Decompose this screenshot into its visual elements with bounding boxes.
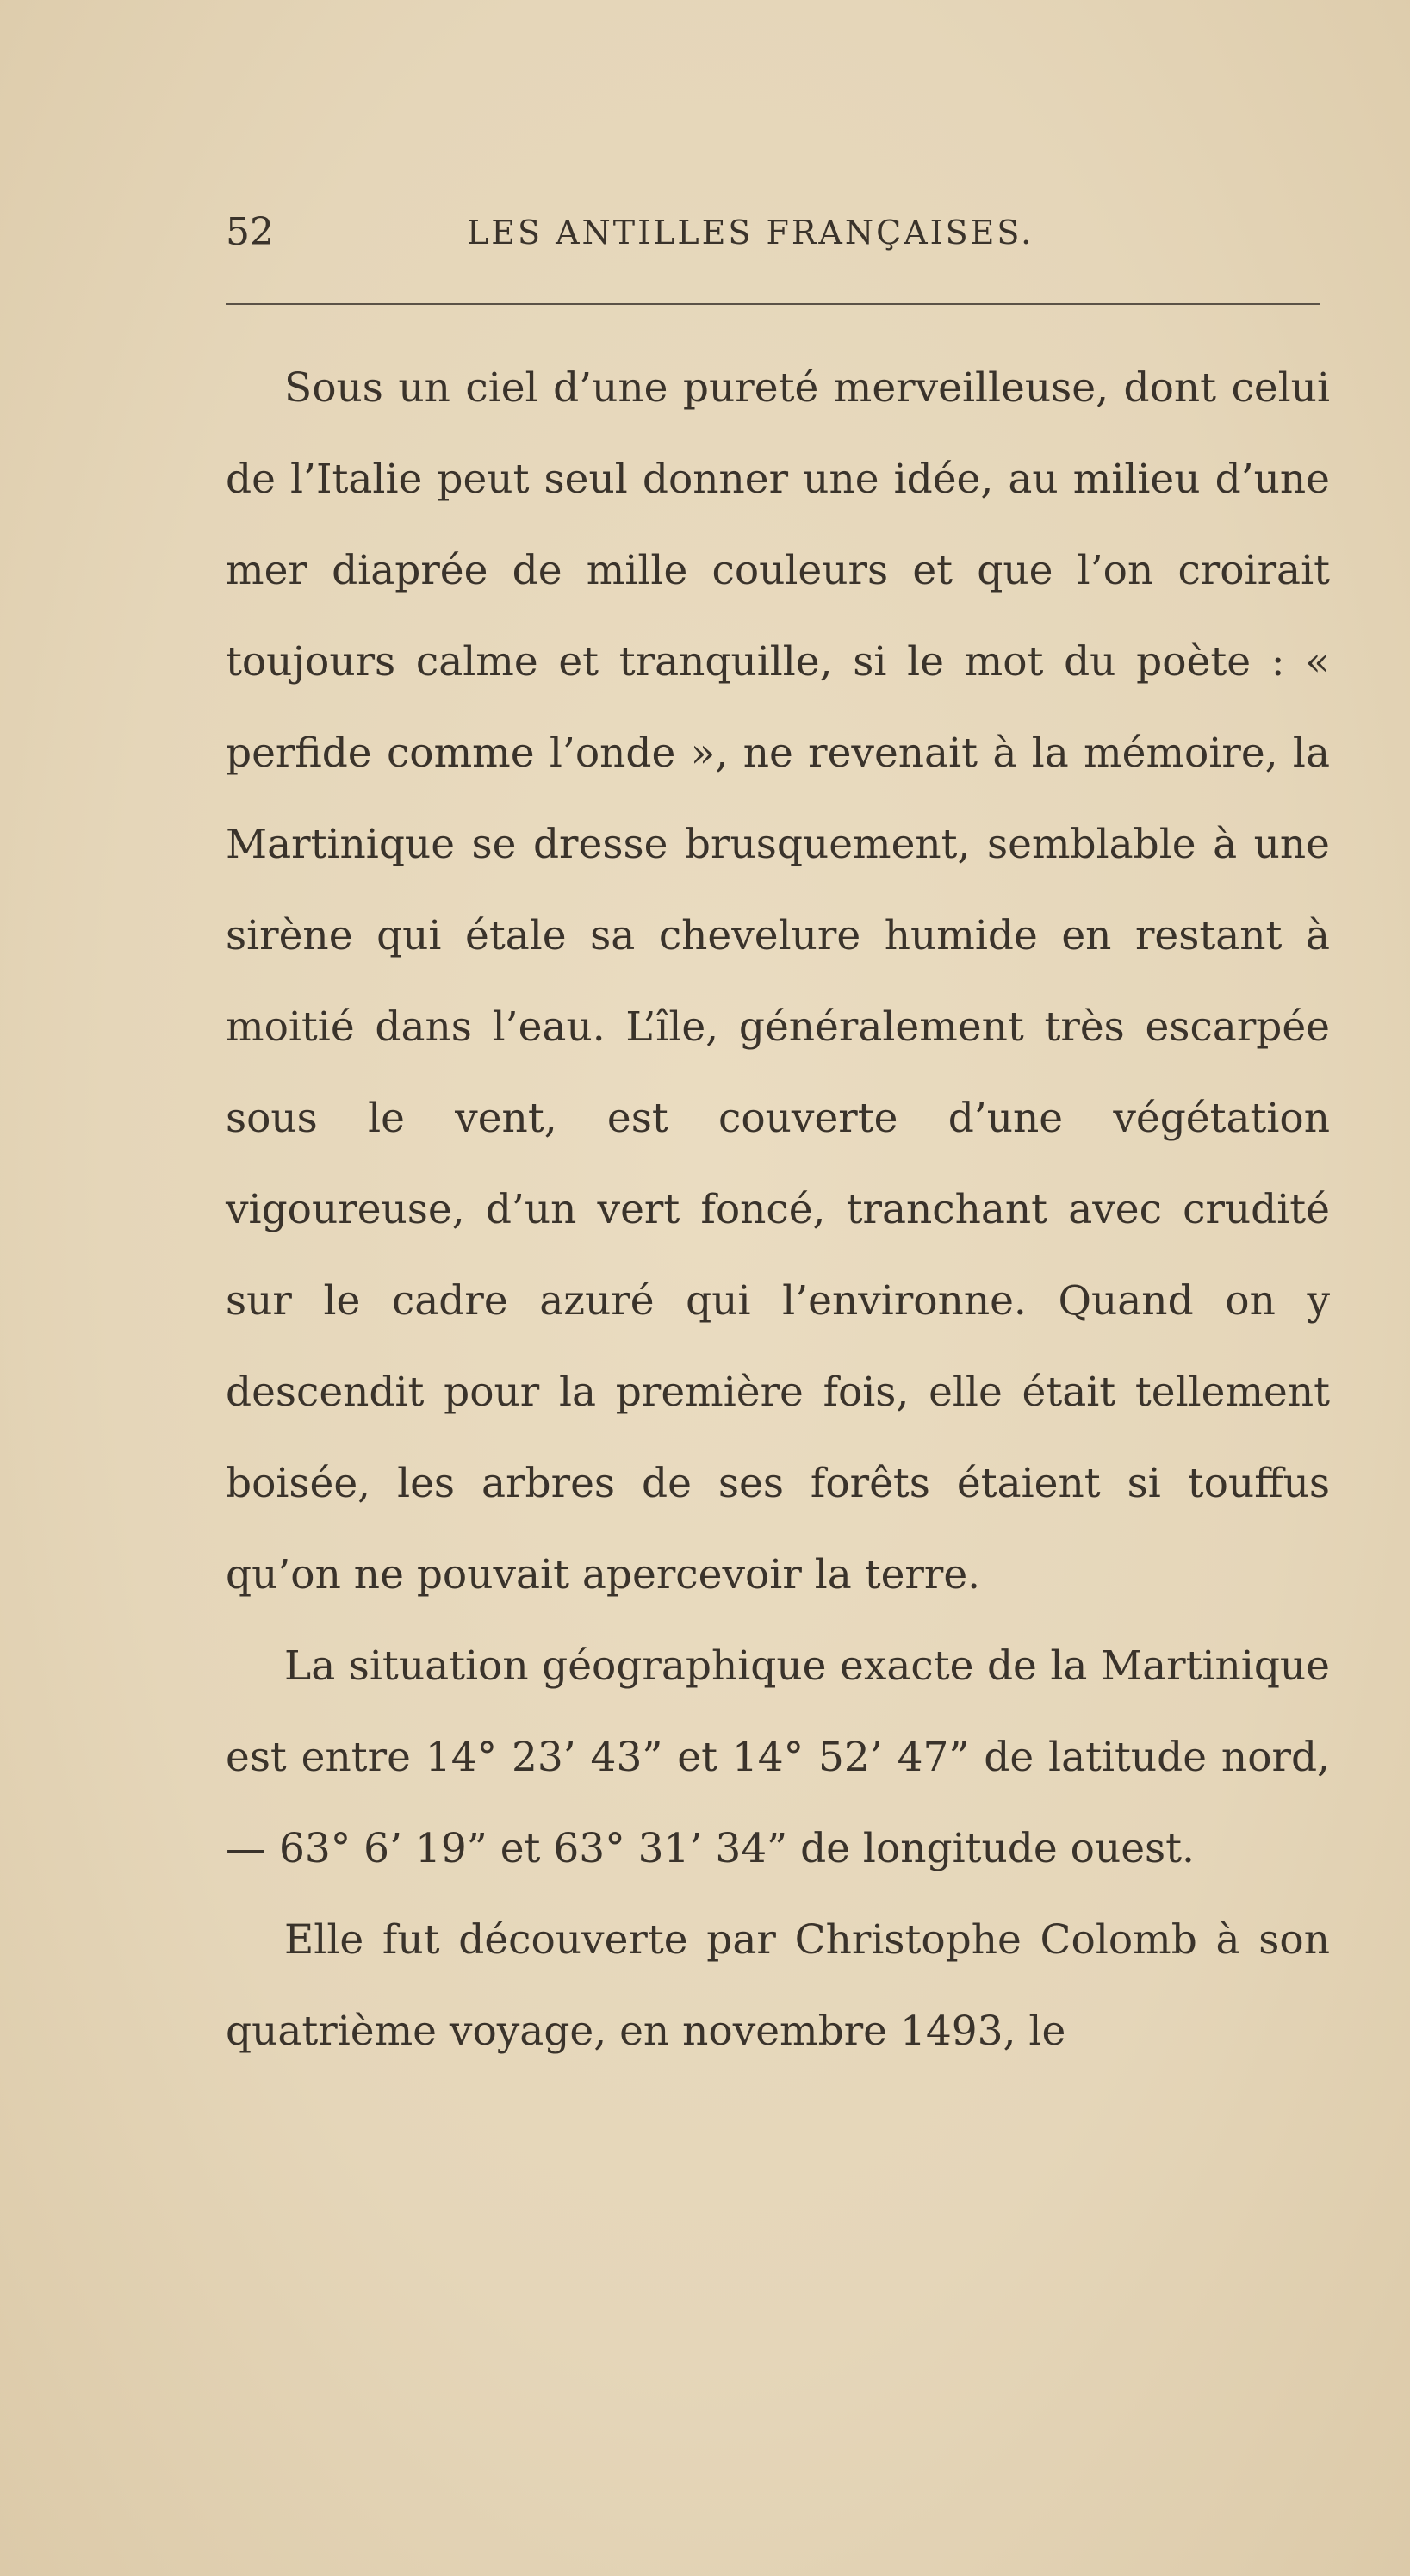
page-number: 52 [226, 210, 274, 254]
header-rule [226, 303, 1320, 305]
body-text [226, 343, 1330, 2077]
page-header [226, 210, 1330, 262]
running-title: LES ANTILLES FRANÇAISES. [467, 214, 1034, 251]
paragraph: La situation géographique exacte de la Martinique est entre 14° 23’ 43” et 14° 52’ 47” de latitude nord, — 63° 6’ 19” et 63° 31’ 34” de longitude ouest. [226, 1642, 1330, 1872]
paragraph: Elle fut découverte par Christophe Colomb à son quatrième voyage, en novembre 1493, le [226, 1916, 1330, 2055]
paragraph: Sous un ciel d’une pureté merveilleuse, dont celui de l’Italie peut seul donner une idée, au milieu d’une mer diaprée de mille couleurs et que l’on croirait toujours calme et tranquille, si le mot du poète : « perfide comme l’onde », ne revenait à la mémoire, la Martinique se dresse brusquement, semblable à une sirène qui étale sa chevelure humide en restant à moitié dans l’eau. L’île, généralement très escarpée sous le vent, est couverte d’une végétation vigoureuse, d’un vert foncé, tranchant avec crudité sur le cadre azuré qui l’environne. Quand on y descendit pour la première fois, elle était tellement boisée, les arbres de ses forêts étaient si touffus qu’on ne pouvait apercevoir la terre. [226, 364, 1330, 1598]
